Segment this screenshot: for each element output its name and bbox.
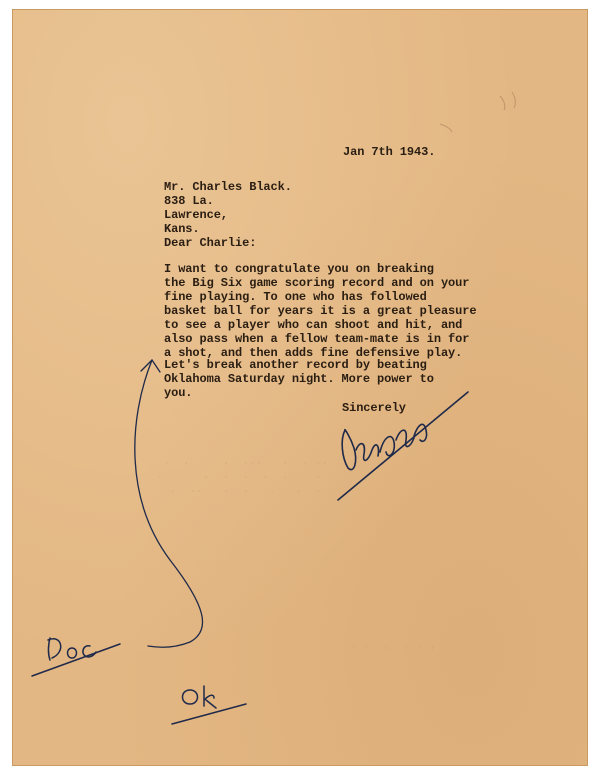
bleed-through-marks: . . . ... . . .. . . . . . . . . .. . . . . . (156, 456, 329, 496)
recipient-line: 838 La. (164, 194, 214, 208)
handwritten-doc-annotation (32, 638, 120, 676)
handwritten-signature (338, 392, 468, 500)
recipient-line: Lawrence, (164, 208, 228, 222)
salutation: Dear Charlie: (164, 236, 257, 250)
body-line: basket ball for years it is a great pleasure (164, 304, 477, 318)
body-line: the Big Six game scoring record and on your (164, 276, 470, 290)
body-line: you. (164, 386, 193, 400)
letter-date: Jan 7th 1943. (343, 145, 436, 159)
handwritten-arrow (135, 360, 203, 647)
body-line: fine playing. To one who has followed (164, 290, 427, 304)
body-line: to see a player who can shoot and hit, and (164, 318, 463, 332)
body-line: Let's break another record by beating (164, 358, 427, 372)
faint-pencil-marks (440, 92, 515, 132)
body-line: a shot, and then adds fine defensive play. (164, 346, 463, 360)
body-line: Oklahoma Saturday night. More power to (164, 372, 434, 386)
handwritten-ok-annotation (172, 686, 246, 724)
faded-stamp: ' ' ' ' ' ' (350, 646, 436, 658)
body-line: also pass when a fellow team-mate is in for (164, 332, 470, 346)
recipient-line: Kans. (164, 222, 200, 236)
closing: Sincerely (342, 401, 406, 415)
recipient-line: Mr. Charles Black. (164, 180, 292, 194)
body-line: I want to congratulate you on breaking (164, 262, 434, 276)
